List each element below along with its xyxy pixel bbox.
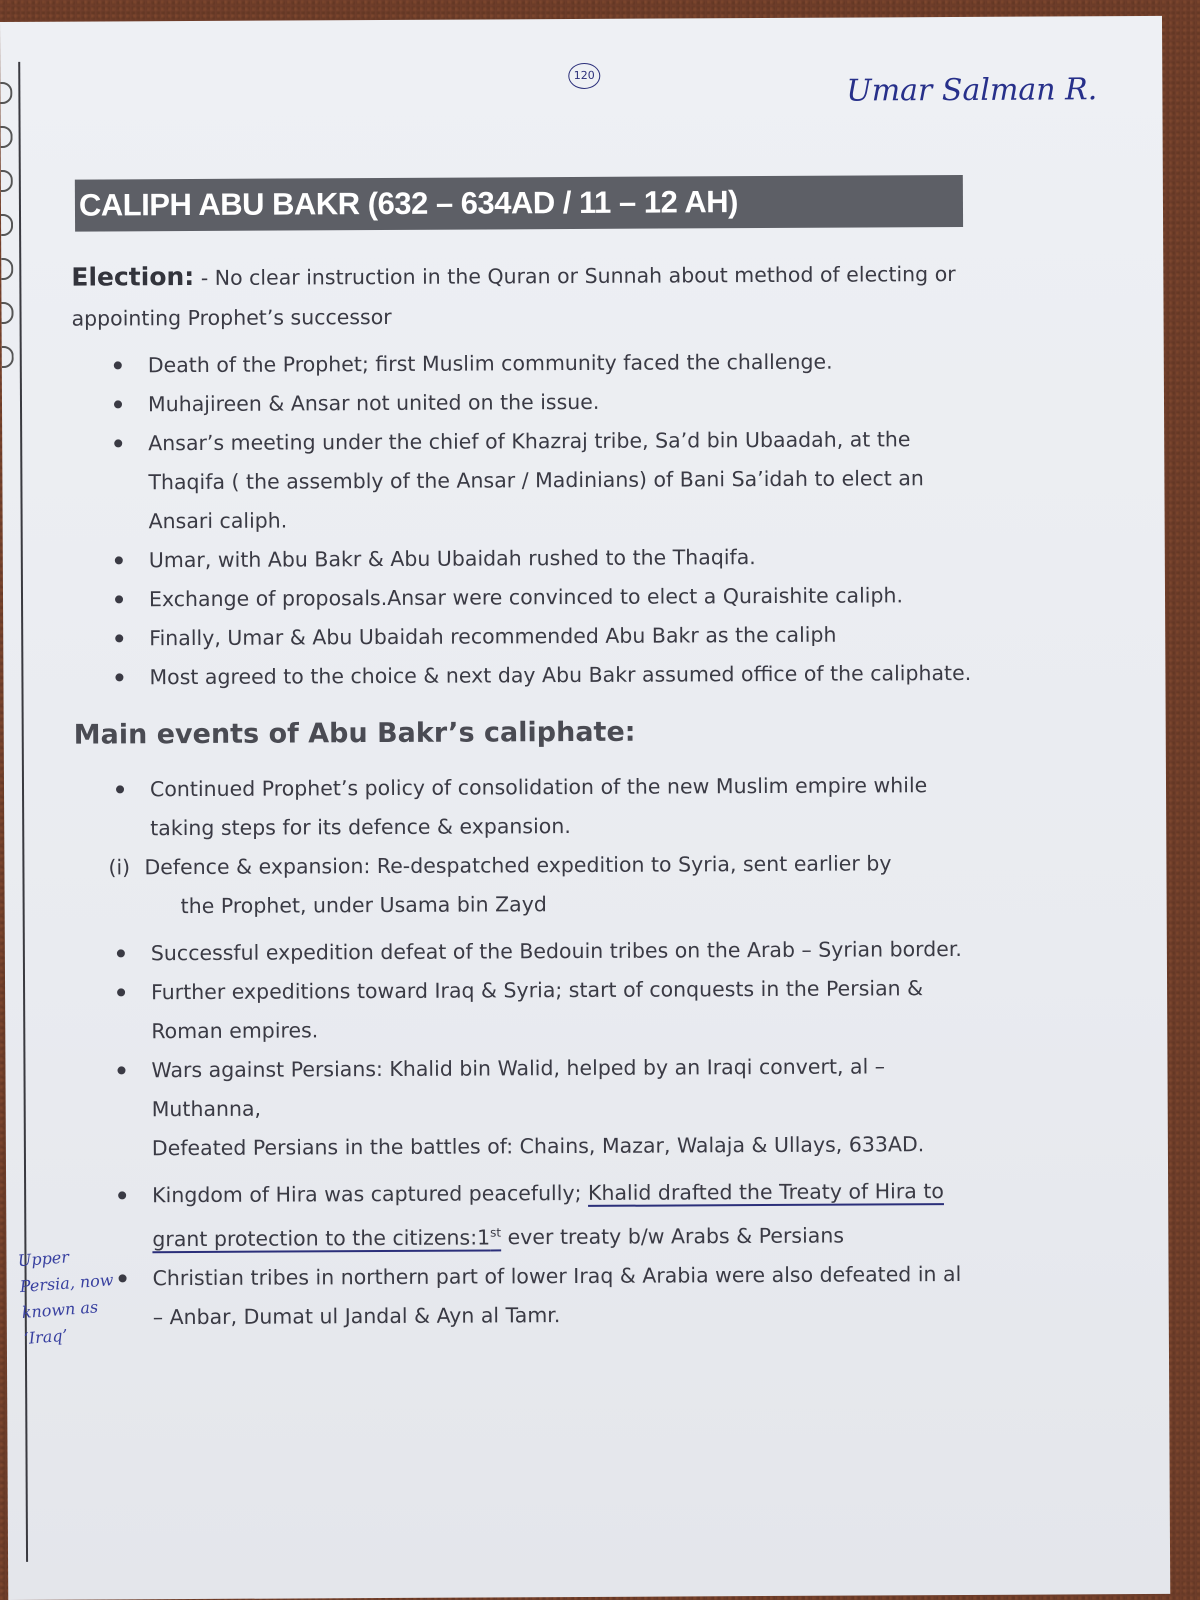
list-item: Umar, with Abu Bakr & Abu Ubaidah rushed to the Thaqifa. xyxy=(73,537,973,581)
list-item: Further expeditions toward Iraq & Syria; start of conquests in the Persian & Roman empires. xyxy=(75,969,975,1052)
page-title: CALIPH ABU BAKR (632 – 634AD / 11 – 12 AH) xyxy=(75,175,963,232)
numbered-line-2: the Prophet, under Usama bin Zayd xyxy=(180,892,547,919)
hira-underlined-main: Khalid drafted the Treaty of Hira to grant protection to the citizens:1 xyxy=(152,1179,944,1252)
list-item: Muhajireen & Ansar not united on the issue. xyxy=(72,381,972,425)
list-item: Ansar’s meeting under the chief of Khazraj tribe, Sa’d bin Ubaadah, at the Thaqifa ( the assembly of the Ansar / Madinians) of Bani Sa’idah to elect an Ansari caliph. xyxy=(72,420,973,542)
election-paragraph xyxy=(71,253,971,339)
hira-superscript: st xyxy=(490,1225,502,1240)
section-heading: Main events of Abu Bakr’s caliphate: xyxy=(73,716,636,751)
list-item: Successful expedition defeat of the Bedouin tribes on the Arab – Syrian border. xyxy=(75,930,975,974)
page-number: 120 xyxy=(568,63,600,89)
list-item-hira xyxy=(76,1172,976,1260)
hira-rest-text: ever treaty b/w Arabs & Persians xyxy=(507,1223,845,1250)
paper-page xyxy=(0,16,1170,1600)
note-line: Upper xyxy=(17,1247,70,1271)
author-signature: Umar Salman R. xyxy=(846,72,1098,109)
election-bullet-list xyxy=(72,342,974,698)
handwritten-margin-note xyxy=(17,1239,144,1352)
note-line: Persia, now xyxy=(19,1270,115,1297)
election-label: Election: xyxy=(71,261,195,292)
note-line: ‘Iraq’ xyxy=(23,1325,69,1348)
note-line: known as xyxy=(21,1297,99,1323)
document-body xyxy=(71,253,977,1338)
events-bullet-list-2 xyxy=(75,930,976,1130)
events-bullet-list xyxy=(74,766,974,849)
list-item: Christian tribes in northern part of lower Iraq & Arabia were also defeated in al – Anbar, Dumat ul Jandal & Ayn al Tamr. xyxy=(76,1255,976,1338)
list-item: Wars against Persians: Khalid bin Walid, helped by an Iraqi convert, al – Muthanna, xyxy=(75,1047,975,1130)
list-item: Death of the Prophet; first Muslim community faced the challenge. xyxy=(72,342,972,386)
list-item: Most agreed to the choice & next day Abu Bakr assumed office of the caliphate. xyxy=(73,654,973,698)
binder-rings xyxy=(0,82,14,382)
list-item: Finally, Umar & Abu Ubaidah recommended Abu Bakr as the caliph xyxy=(73,615,973,659)
list-item: Continued Prophet’s policy of consolidation of the new Muslim empire while taking steps for its defence & expansion. xyxy=(74,766,974,849)
election-text: - No clear instruction in the Quran or Sunnah about method of electing or appointing Prophet’s successor xyxy=(71,261,956,331)
numbered-item xyxy=(74,844,974,927)
list-item: Exchange of proposals.Ansar were convinced to elect a Quraishite caliph. xyxy=(73,576,973,620)
defeated-paragraph: Defeated Persians in the battles of: Chains, Mazar, Walaja & Ullays, 633AD. xyxy=(151,1132,925,1161)
events-bullet-list-3 xyxy=(76,1172,977,1338)
hira-plain-text: Kingdom of Hira was captured peacefully; xyxy=(152,1180,582,1208)
numbered-marker: (i) xyxy=(108,855,131,880)
numbered-line-1: Defence & expansion: Re-despatched expedition to Syria, sent earlier by xyxy=(144,851,892,880)
